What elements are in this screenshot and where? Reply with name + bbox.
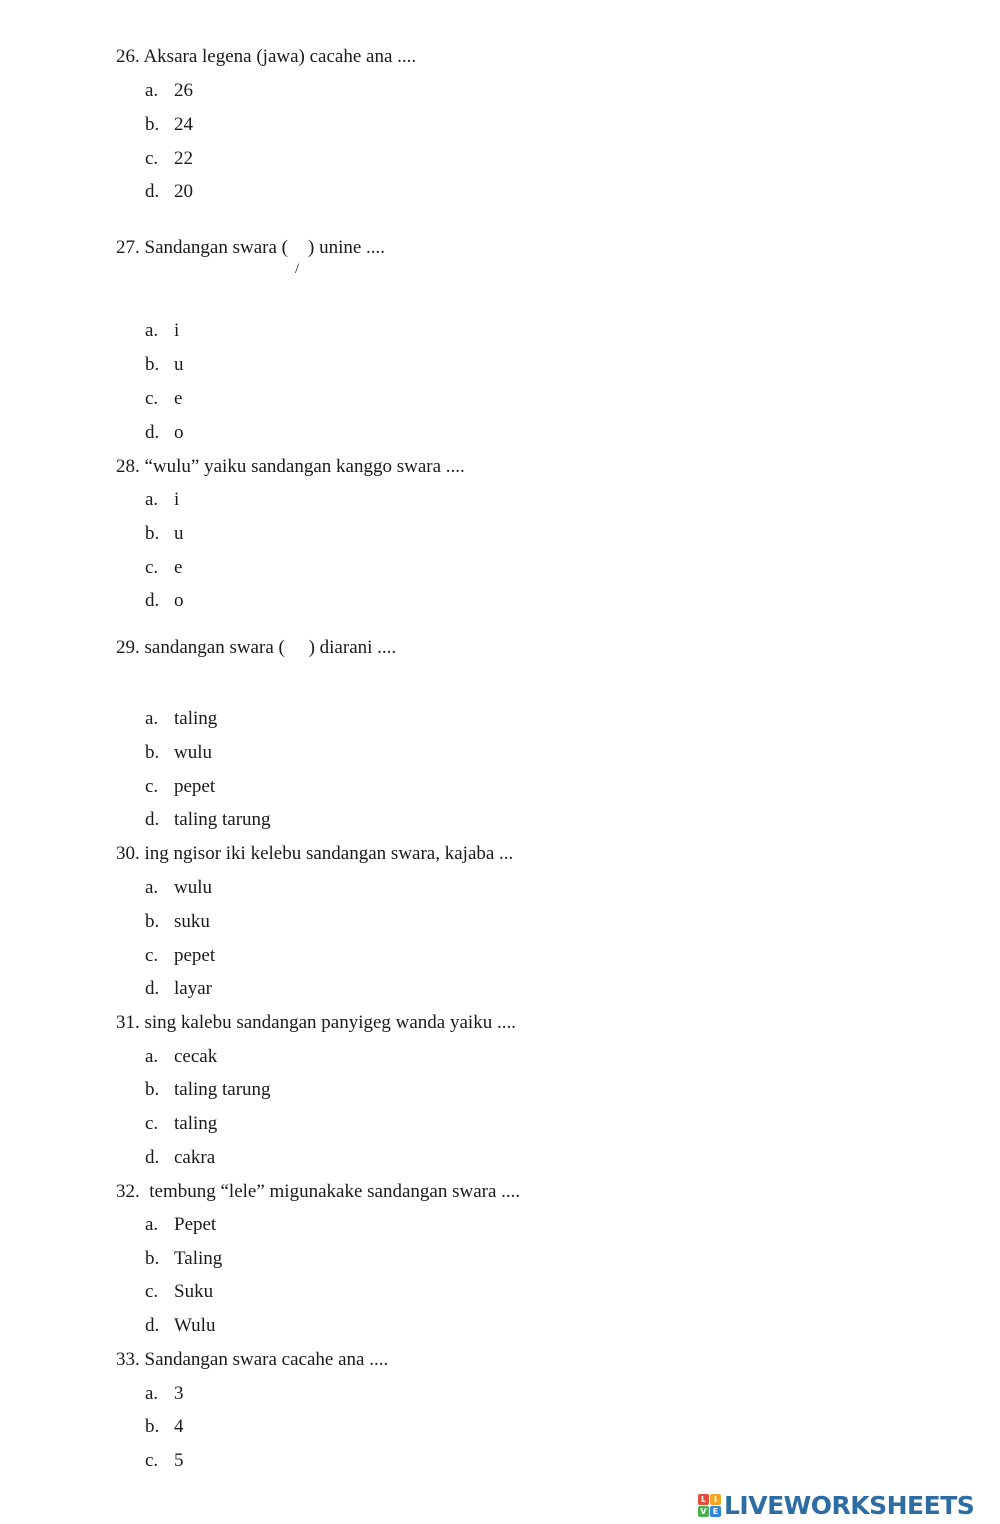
- option-32-c[interactable]: c. Suku: [145, 1281, 214, 1302]
- option-32-b[interactable]: b. Taling: [145, 1248, 223, 1269]
- option-29-b[interactable]: b. wulu: [145, 742, 212, 763]
- option-28-c[interactable]: c. e: [145, 557, 183, 578]
- option-31-d[interactable]: d. cakra: [145, 1147, 216, 1168]
- option-31-c[interactable]: c. taling: [145, 1113, 218, 1134]
- option-30-b[interactable]: b. suku: [145, 911, 210, 932]
- option-27-a[interactable]: a. i: [145, 320, 180, 341]
- option-26-d[interactable]: d. 20: [145, 181, 193, 202]
- option-29-d[interactable]: d. taling tarung: [145, 809, 271, 830]
- option-28-b[interactable]: b. u: [145, 523, 184, 544]
- question-26: 26. Aksara legena (jawa) cacahe ana ....: [116, 46, 417, 67]
- option-30-c[interactable]: c. pepet: [145, 945, 216, 966]
- question-31: 31. sing kalebu sandangan panyigeg wanda yaiku ....: [116, 1012, 516, 1033]
- option-29-c[interactable]: c. pepet: [145, 776, 216, 797]
- question-29: 29. sandangan swara ( ) diarani ....: [116, 637, 397, 658]
- question-28: 28. “wulu” yaiku sandangan kanggo swara ....: [116, 456, 465, 477]
- option-31-a[interactable]: a. cecak: [145, 1046, 218, 1067]
- liveworksheets-mark-icon: L I V E: [698, 1494, 721, 1517]
- option-28-d[interactable]: d. o: [145, 590, 184, 611]
- sandangan-glyph-icon: /: [295, 261, 300, 277]
- option-32-d[interactable]: d. Wulu: [145, 1315, 216, 1336]
- logo-text: LIVEWORKSHEETS: [724, 1490, 975, 1520]
- option-27-d[interactable]: d. o: [145, 422, 184, 443]
- question-33: 33. Sandangan swara cacahe ana ....: [116, 1349, 389, 1370]
- option-29-a[interactable]: a. taling: [145, 708, 218, 729]
- question-30: 30. ing ngisor iki kelebu sandangan swara, kajaba ...: [116, 843, 514, 864]
- question-27: 27. Sandangan swara ( / ) unine ....: [116, 237, 386, 277]
- option-33-c[interactable]: c. 5: [145, 1450, 184, 1471]
- liveworksheets-logo: [698, 1490, 974, 1520]
- question-32: 32. tembung “lele” migunakake sandangan swara ....: [116, 1181, 521, 1202]
- option-30-a[interactable]: a. wulu: [145, 877, 212, 898]
- option-27-c[interactable]: c. e: [145, 388, 183, 409]
- option-26-b[interactable]: b. 24: [145, 114, 193, 135]
- option-32-a[interactable]: a. Pepet: [145, 1214, 217, 1235]
- option-30-d[interactable]: d. layar: [145, 978, 212, 999]
- option-28-a[interactable]: a. i: [145, 489, 180, 510]
- option-31-b[interactable]: b. taling tarung: [145, 1079, 271, 1100]
- option-33-b[interactable]: b. 4: [145, 1416, 184, 1437]
- option-27-b[interactable]: b. u: [145, 354, 184, 375]
- option-26-a[interactable]: a. 26: [145, 80, 193, 101]
- option-33-a[interactable]: a. 3: [145, 1383, 184, 1404]
- option-26-c[interactable]: c. 22: [145, 148, 193, 169]
